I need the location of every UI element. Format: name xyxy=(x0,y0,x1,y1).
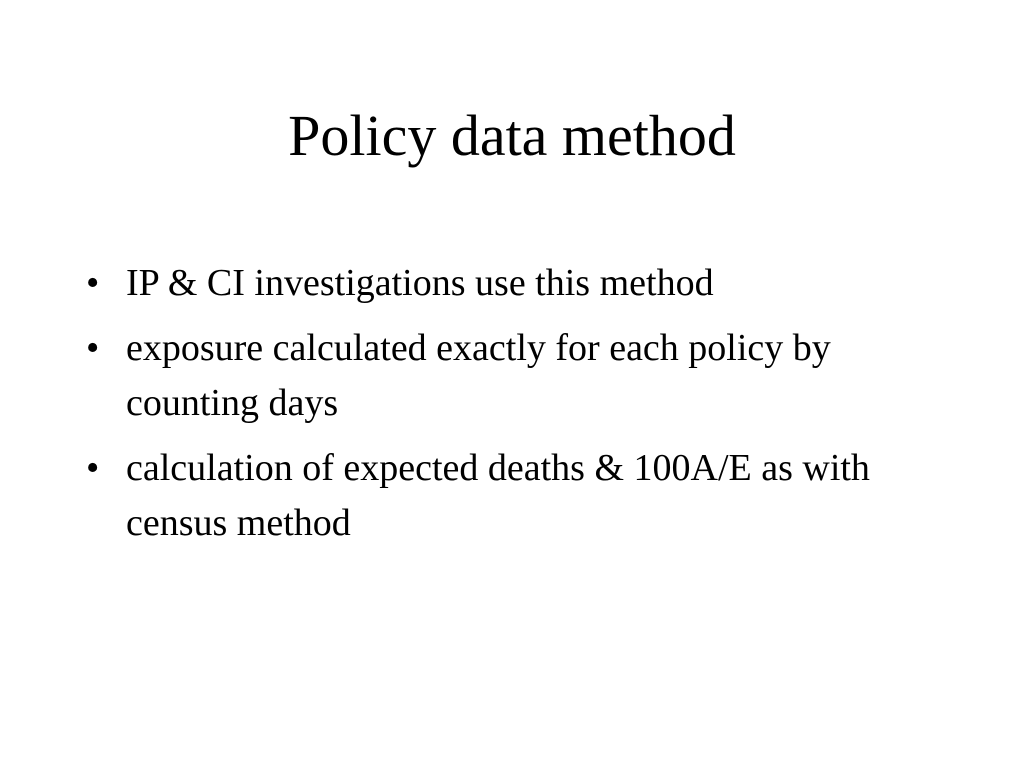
slide-title: Policy data method xyxy=(288,103,736,168)
bullet-item xyxy=(86,256,946,311)
bullet-icon: • xyxy=(86,327,100,369)
bullet-icon: • xyxy=(86,447,100,489)
bullet-icon: • xyxy=(86,262,100,304)
bullet-item xyxy=(86,441,946,551)
bullet-text: IP & CI investigations use this method xyxy=(126,262,714,304)
bullet-item xyxy=(86,321,946,431)
bullet-text: exposure calculated exactly for each policy by counting days xyxy=(126,327,831,424)
bullet-list xyxy=(86,256,946,561)
bullet-text: calculation of expected deaths & 100A/E as with census method xyxy=(126,447,870,544)
